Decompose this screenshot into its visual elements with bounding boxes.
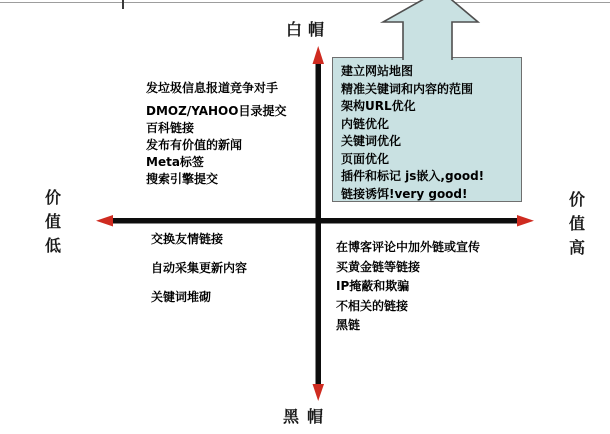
axis-label-low-value: 价值低 [44, 188, 61, 255]
quadrant-item: 发布有价值的新闻 [146, 138, 243, 152]
callout-item: 插件和标记 js嵌入,good! [341, 169, 485, 183]
callout-item: 内链优化 [341, 116, 390, 131]
callout-item: 架构URL优化 [341, 99, 416, 113]
callout-item: 页面优化 [341, 151, 390, 166]
up-block-arrow-icon [383, 0, 478, 60]
top-border-rule [0, 2, 610, 3]
white-hat-callout-box [332, 57, 522, 202]
quadrant-item: 自动采集更新内容 [151, 261, 248, 275]
callout-item: 链接诱饵!very good! [341, 186, 468, 201]
vertical-axis [316, 60, 322, 387]
quadrant-item: 买黄金链等链接 [336, 259, 421, 274]
right-arrowhead-icon [517, 215, 534, 227]
callout-item: 关键词优化 [341, 134, 402, 148]
top-tick-mark [122, 0, 124, 9]
quadrant-bottom-left-list [151, 231, 247, 318]
top-arrowhead-icon [313, 46, 325, 64]
quadrant-item: IP掩蔽和欺骗 [336, 279, 410, 293]
bottom-arrowhead-icon [313, 384, 325, 401]
quadrant-item: 交换友情链接 [151, 232, 224, 246]
quadrant-item: 发垃圾信息报道竞争对手 [146, 81, 279, 95]
quadrant-item: Meta标签 [146, 155, 204, 169]
quadrant-item: 黑链 [336, 318, 361, 332]
quadrant-item: 在博客评论中加外链或宣传 [336, 240, 481, 254]
callout-item: 建立网站地图 [341, 64, 414, 78]
axis-label-black-hat: 黑帽 [283, 407, 332, 426]
quadrant-item: 不相关的链接 [336, 298, 409, 313]
left-arrowhead-icon [96, 215, 113, 227]
quadrant-item: 关键词堆砌 [151, 290, 212, 304]
callout-item: 精准关键词和内容的范围 [341, 81, 474, 96]
quadrant-item: 百科链接 [146, 121, 195, 135]
quadrant-top-left-list [146, 80, 286, 188]
axis-label-white-hat: 白帽 [286, 20, 331, 39]
quadrant-bottom-right-list [336, 238, 480, 336]
quadrant-item: 搜索引擎提交 [146, 172, 219, 186]
horizontal-axis [106, 218, 522, 224]
quadrant-item: DMOZ/YAHOO目录提交 [146, 104, 287, 118]
axis-label-high-value: 价值高 [568, 190, 585, 257]
